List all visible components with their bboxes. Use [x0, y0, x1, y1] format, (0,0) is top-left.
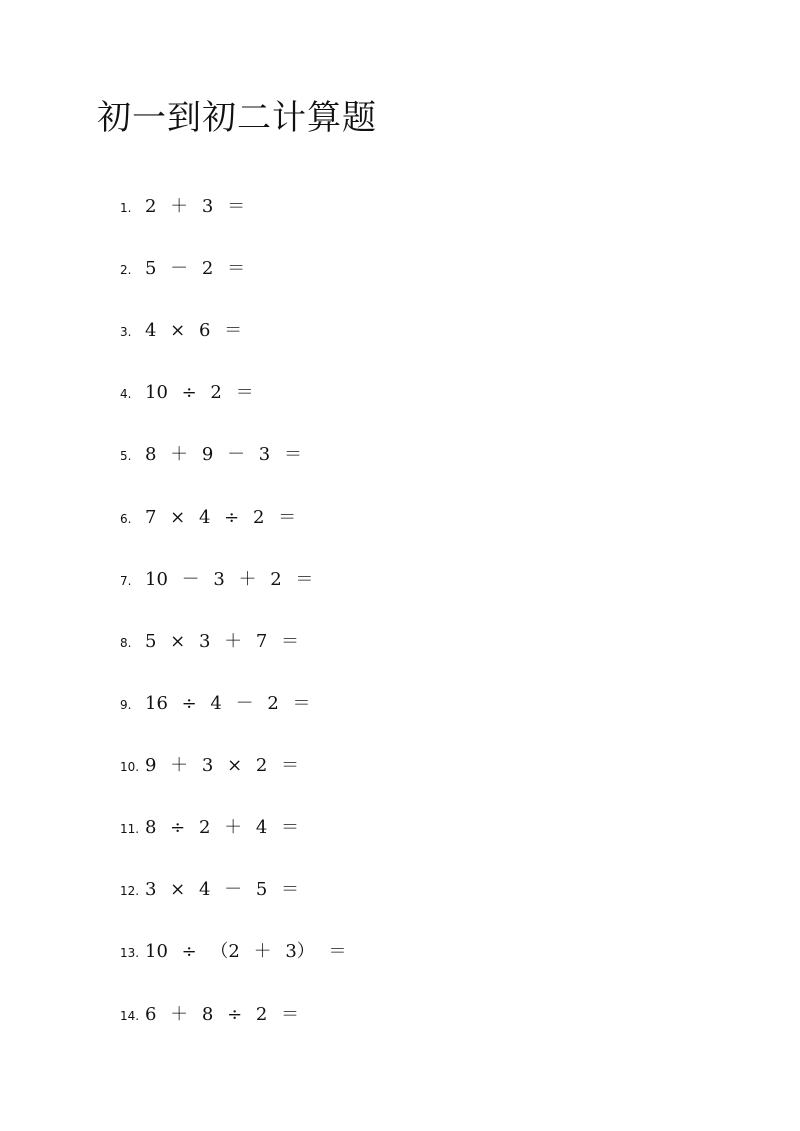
problem-number: 9.: [120, 698, 132, 712]
problem-number: 11.: [120, 822, 140, 836]
problem-number: 3.: [120, 325, 132, 339]
problem-item: [120, 1003, 299, 1027]
problem-expression: 3 × 4 － 5 ＝: [145, 879, 300, 900]
problem-expression: 5 × 3 ＋ 7 ＝: [145, 631, 300, 652]
problem-expression: 2 ＋ 3 ＝: [145, 196, 246, 217]
problem-item: [120, 319, 242, 343]
problem-expression: 16 ÷ 4 － 2 ＝: [145, 693, 311, 714]
problem-item: [120, 257, 245, 281]
problem-item: [120, 381, 254, 405]
problem-item: [120, 568, 313, 592]
problem-item: [120, 195, 245, 219]
problem-expression: 10 － 3 ＋ 2 ＝: [145, 569, 314, 590]
problem-number: 6.: [120, 512, 132, 526]
problem-expression: 7 × 4 ÷ 2 ＝: [145, 507, 297, 528]
problem-item: [120, 630, 299, 654]
problem-number: 7.: [120, 574, 132, 588]
problem-expression: 10 ÷ 2 ＝: [145, 382, 254, 403]
problem-number: 12.: [120, 884, 140, 898]
problem-expression: 6 ＋ 8 ÷ 2 ＝: [145, 1004, 300, 1025]
problem-expression: 4 × 6 ＝: [145, 320, 243, 341]
problem-expression: 10 ÷ （2 ＋ 3） ＝: [145, 941, 347, 962]
problem-expression: 8 ÷ 2 ＋ 4 ＝: [145, 817, 300, 838]
problem-item: [120, 878, 299, 902]
problem-item: [120, 692, 311, 716]
problem-number: 14.: [120, 1009, 140, 1023]
problem-number: 1.: [120, 201, 132, 215]
problem-number: 4.: [120, 387, 132, 401]
problem-expression: 8 ＋ 9 － 3 ＝: [145, 444, 302, 465]
problem-number: 5.: [120, 449, 132, 463]
page-title: 初一到初二计算题: [97, 98, 377, 138]
problem-item: [120, 754, 299, 778]
problem-item: [120, 816, 299, 840]
problem-item: [120, 940, 347, 964]
problem-number: 10.: [120, 760, 140, 774]
problem-expression: 9 ＋ 3 × 2 ＝: [145, 755, 300, 776]
problem-expression: 5 － 2 ＝: [145, 258, 246, 279]
problem-item: [120, 506, 296, 530]
problem-number: 13.: [120, 946, 140, 960]
problem-item: [120, 443, 302, 467]
problem-number: 8.: [120, 636, 132, 650]
problem-number: 2.: [120, 263, 132, 277]
